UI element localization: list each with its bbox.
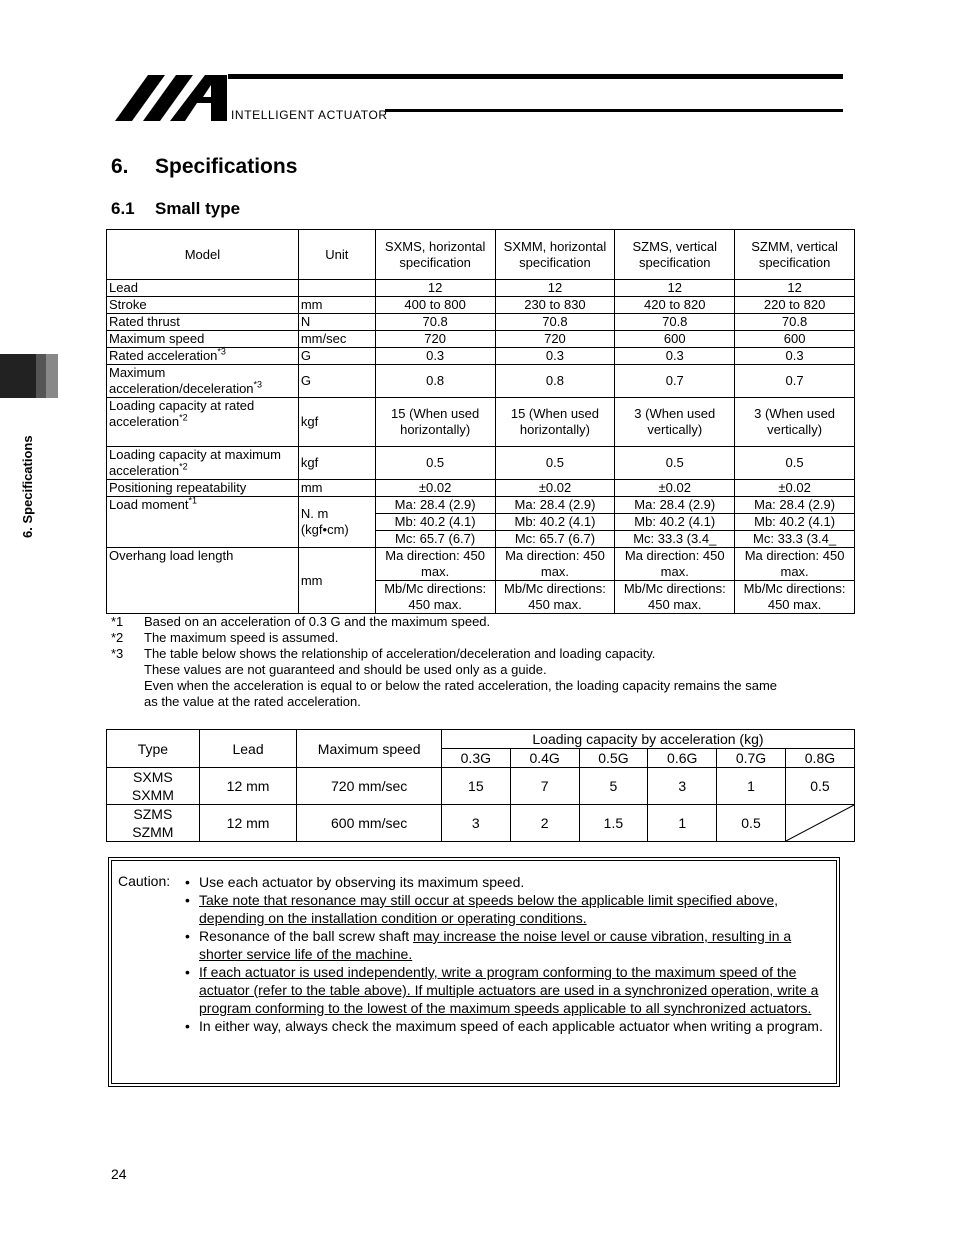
chapter-tab-marker — [0, 354, 58, 398]
logo-text: INTELLIGENT ACTUATOR — [231, 108, 388, 122]
table-row: Mc: 65.7 (6.7) Mc: 65.7 (6.7) Mc: 33.3 (3.4_ Mc: 33.3 (3.4_ — [107, 531, 855, 548]
footnote: *2 The maximum speed is assumed. — [111, 630, 339, 645]
table-row: Positioning repeatability mm ±0.02 ±0.02 ±0.02 ±0.02 — [107, 480, 855, 497]
caution-item: • Resonance of the ball screw shaft may increase the noise level or cause vibration, resulting in a shorter service life of the machine. — [185, 928, 792, 962]
section-title: 6. Specifications — [111, 155, 298, 178]
table-row: Mb: 40.2 (4.1) Mb: 40.2 (4.1) Mb: 40.2 (4.1) Mb: 40.2 (4.1) — [107, 514, 855, 531]
table-header-row: Type Lead Maximum speed Loading capacity by acceleration (kg) — [107, 730, 855, 749]
footnote: *3 The table below shows the relationship of acceleration/deceleration and loading capacity. — [111, 646, 656, 661]
caution-list — [185, 873, 825, 1035]
chapter-side-label: 6. Specifications — [20, 435, 35, 538]
table-header-row: 0.3G 0.4G 0.5G 0.6G 0.7G 0.8G — [107, 749, 855, 768]
table-row: Loading capacity at maximum acceleration$^{*2}$ kgf 0.5 0.5 0.5 0.5 — [107, 447, 855, 480]
spec-table — [106, 229, 855, 614]
table-row: Lead 12 12 12 12 — [107, 280, 855, 297]
caution-item: • In either way, always check the maximum speed of each applicable actuator when writing a program. — [185, 1018, 823, 1034]
page-number: 24 — [111, 1166, 127, 1182]
footnote-continuation: Even when the acceleration is equal to or below the rated acceleration, the loading capacity remains the same — [144, 678, 778, 693]
header-rule-bottom — [385, 109, 843, 112]
company-logo-mark — [115, 73, 230, 123]
table-row: Maximum speed mm/sec 720 720 600 600 — [107, 331, 855, 348]
table-row: SZMS SZMM 12 mm 600 mm/sec 3 2 1.5 1 0.5 — [107, 805, 855, 842]
table-row: Rated thrust N 70.8 70.8 70.8 70.8 — [107, 314, 855, 331]
not-applicable-cell — [785, 805, 854, 842]
caution-item: • Take note that resonance may still occur at speeds below the applicable limit specified above, depending on the installation condition or operating conditions. — [185, 892, 778, 926]
table-row: Load moment$^{*1}$ N. m (kgf•cm) Ma: 28.4 (2.9) Ma: 28.4 (2.9) Ma: 28.4 (2.9) Ma: 28.4 (2.9) — [107, 497, 855, 514]
table-row: SXMS SXMM 12 mm 720 mm/sec 15 7 5 3 1 0.5 — [107, 768, 855, 805]
subsection-title: 6.1 Small type — [111, 199, 241, 218]
table-row: Mb/Mc directions: 450 max. Mb/Mc directions: 450 max. Mb/Mc directions: 450 max. Mb/Mc directions: 450 max. — [107, 581, 855, 614]
footnote-continuation: as the value at the rated acceleration. — [144, 694, 361, 709]
footnote: *1 Based on an acceleration of 0.3 G and the maximum speed. — [111, 614, 491, 629]
table-header-row: Model Unit SXMS, horizontal specification SXMM, horizontal specification SZMS, vertical specification SZMM, vertical specification — [107, 230, 855, 280]
table-row: Overhang load length mm Ma direction: 450 max. Ma direction: 450 max. Ma direction: 450 max. Ma direction: 450 max. — [107, 548, 855, 581]
diagonal-slash-icon — [786, 805, 854, 841]
footnote-continuation: These values are not guaranteed and should be used only as a guide. — [144, 662, 547, 677]
table-row: Stroke mm 400 to 800 230 to 830 420 to 820 220 to 820 — [107, 297, 855, 314]
table-row: Maximum acceleration/deceleration$^{*3}$ G 0.8 0.8 0.7 0.7 — [107, 365, 855, 398]
table-row: Loading capacity at rated acceleration$^{*2}$ kgf 15 (When used horizontally) 15 (When used horizontally) 3 (When used vertically) 3 (When used vertically) — [107, 398, 855, 447]
caution-label: Caution: — [118, 873, 171, 889]
caution-item: • Use each actuator by observing its maximum speed. — [185, 874, 525, 890]
table-row: Rated acceleration$^{*3}$ G 0.3 0.3 0.3 0.3 — [107, 348, 855, 365]
header-rule-top — [228, 74, 843, 79]
caution-item: • If each actuator is used independently, write a program conforming to the maximum speed of the actuator (refer to the table above). If multiple actuators are used in a synchronized operation, write a program conforming to the lowest of the maximum speeds applicable to all synchronized actuators. — [185, 964, 819, 1016]
capacity-table — [106, 729, 855, 842]
